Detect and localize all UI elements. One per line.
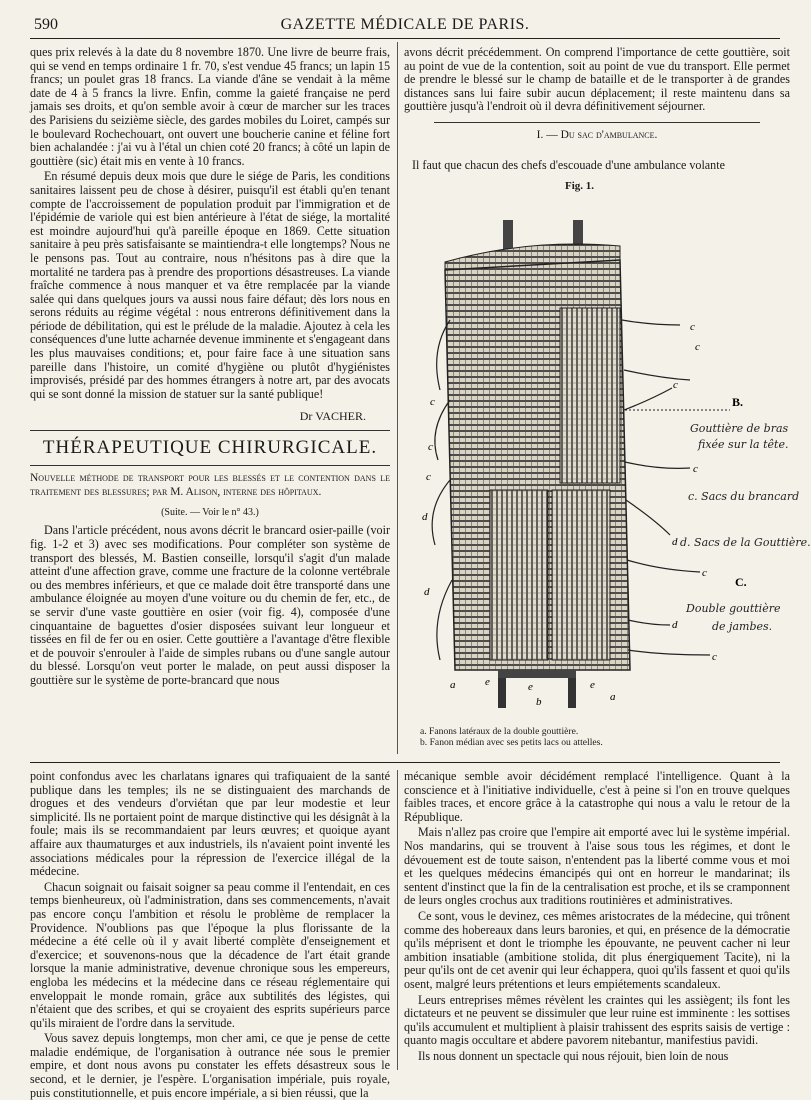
figure-letter: c [428,441,433,453]
horizontal-divider [30,762,780,763]
paragraph: point confondus avec les charlatans ignares qui trafiquaient de la santé publique dans les temples; ils ne se distinguaient des marchands de drogues et des vendeurs d'orviétan que par leur modestie et leur simplicité. Ils ne portaient point de marque distinctive qui les désignât à la foule; mais ils se recommandaient par leurs œuvres; et quoique ayant affaire aux thaumaturges et aux industriels, ils n'avaient point inventé les associations médicales pour la répression de l'exercice illégal de la médecine. [30,769,390,879]
paragraph: Ce sont, vous le devinez, ces mêmes aristocrates de la médecine, qui trônent comme des hobereaux dans leurs baronies, et qui, en présence de la démocratie qu'ils méprisent et dont le triomphe les épouvante, ne peuvent cacher ni leur ambition insatiable (ambitione stolida, dit plus énergiquement Tacite), ni la peur qu'ils ont de cet avenir qui leur échappera, quoi qu'ils fassent et quoi qu'ils osent, malgré leurs prétentions et leurs empiétements scandaleux. [404,908,790,991]
page-header [30,12,780,39]
arm-gutter [560,308,620,483]
column-divider [397,770,398,1070]
paragraph: avons décrit précédemment. On comprend l'importance de cette gouttière, soit au point de vue de la contention, soit au point de vue du transport. Elle permet de prendre le blessé sur le champ de bataille et de le transporter à de grandes distances sans lui faire subir aucun déplacement; il reste maintenu dans sa gouttière jusqu'à l'endroit où il devra définitivement séjourner. [404,45,790,114]
continued-note: (Suite. — Voir le n° 43.) [161,507,259,519]
paragraph: mécanique semble avoir décidément remplacé l'intelligence. Quant à la conscience et à l'initiative individuelle, c'est à peine si l'on en trouve quelques faibles traces, et encore grâce à la catastrophe qui nous a valu le retour de la République. [404,769,790,824]
handwritten-note: d. Sacs de la Gouttière. [680,536,811,549]
subsection-heading: I. — Du sac d'ambulance. [536,128,658,141]
divider [30,430,390,431]
section-title: THÉRAPEUTIQUE CHIRURGICALE. [42,437,378,459]
figure-letter: c [690,321,695,333]
caption-line: a. Fanons latéraux de la double gouttière. [420,726,579,737]
paragraph: Ils nous donnent un spectacle qui nous réjouit, bien loin de nous [418,1048,729,1063]
figure-letter: e [528,681,533,693]
figure-caption [420,726,790,748]
figure-letter: c [695,341,700,353]
paragraph: Mais n'allez pas croire que l'empire ait emporté avec lui le système impérial. Nos mandarins, qui se trouvent à l'aise sous tous les régimes, et dont le dévouement est de toute saison, n'entendent pas la liberté comme vous et moi et les quelques médecins émancipés qui ont en horreur le mandarinat; ils sentent d'instinct que la fin de la centralisation est proche, et ils se cramponnent de leurs ongles crochus aux traditions routinières et administratives. [404,825,790,908]
handwritten-note: fixée sur la tête. [698,438,789,451]
figure-letter: d [422,511,428,523]
paragraph: Leurs entreprises mêmes révèlent les craintes qui les assiègent; ils font les dictateurs et ne peuvent se dissimuler que leur ruine est imminente : les sottises qu'ils accumulent et multiplient à plaisir trahissent des esprits saisis de vertige : quanto magis occultare et abdere pavorem nitebantur, manifestius pavidi. [404,992,790,1048]
divider [434,122,760,123]
leg-gutter-left [490,490,548,660]
figure-letter: d [424,586,430,598]
figure-letter: a [450,679,456,691]
figure-letter: c [426,471,431,483]
handwritten-note: Double gouttière [686,602,781,615]
figure-letter: d [672,619,678,631]
leg-gutter-right [552,490,610,660]
wicker-gutter-figure [410,200,795,725]
handwritten-note: Gouttière de bras [690,422,789,435]
figure-letter: c [693,463,698,475]
figure-letter: B. [732,395,744,409]
divider [30,465,390,466]
figure-letter: c [702,567,707,579]
page-number: 590 [34,16,58,33]
paragraph: ques prix relevés à la date du 8 novembre 1870. Une livre de beurre frais, qui se vend en temps ordinaire 1 fr. 70, s'est vendue 45 francs; un lapin 15 francs; un poulet gras 18 francs. La viande d'âne se vendait à la même date de 4 à 5 francs la livre. Enfin, comme la gaieté française ne perd jamais ses droits, et qu'on semble avoir à cœur de marcher sur les traces des Parisiens du seizième siècle, des gardes mobiles du Loiret, campés sur le boulevard Rochechouart, ont ouvert une boucherie canine et féline fort bien achalandée : j'ai vu à l'étal un chien coté 20 francs; à côté un lapin de gouttière (sic) était mis en vente à 10 francs. [30,45,390,168]
figure-letter: e [485,676,490,688]
figure-letter: c [673,379,678,391]
paragraph: Chacun soignait ou faisait soigner sa peau comme il l'entendait, en ces temps bienheureux, où l'administration, dans ses commencements, n'avait pas encore conçu l'ambition et résolu le problème de remplacer la Providence. N'oublions pas que l'époque la plus florissante de la médecine a été celle où il y avait liberté complète d'enseignement et d'exercice; et souvenons-nous que la décadence de l'art était grande lorsque la manie administrative, devenue chronique sous les empereurs, engloba les médecins et la médecine dans ce réseau réglementaire qui enveloppait le monde romain, grâce aux subtilités des légistes, qui n'étaient que des scribes, et qui se croyaient des esprits supérieurs parce qu'ils miraient de l'ordre dans la servitude. [30,879,390,1030]
column-divider [397,42,398,754]
bottom-right-column [404,770,790,1072]
figure-letter: b [536,696,542,708]
handwritten-note: de jambes. [712,620,773,633]
author-signature: Dr VACHER. [299,409,366,424]
journal-title: GAZETTE MÉDICALE DE PARIS. [280,16,530,33]
figure-letter: c [712,651,717,663]
figure-letter: e [590,679,595,691]
bottom-left-column [30,769,390,1100]
article-title: Nouvelle méthode de transport pour les blessés et le contention dans le traitement des blessures; par M. Alison, interne des hôpitaux. [30,472,390,499]
paragraph: En résumé depuis deux mois que dure le siége de Paris, les conditions sanitaires laissent peu de chose à désirer, puisqu'il est établi qu'en tenant compte de l'accroissement de population produit par l'immigration et de l'épidémie de variole qui est bien antérieure à l'état de siége, la mortalité est moindre aujourd'hui qu'à pareille époque en 1869. Cette situation sanitaire à peu près satisfaisante se maintiendra-t elle longtemps? Nous ne le pensons pas. Tout au contraire, nous n'hésitons pas à dire que la mortalité ne tardera pas à prendre des proportions désastreuses. La viande fraîche commence à nous manquer et va être remplacée par la viande salée qui dans quelques jours va aussi nous faire défaut; dès lors nous en serons réduits au régime végétal : nous entrerons définitivement dans la période de débilitation, qui est le prélude de la maladie. Ajoutez à cela les conséquences d'une lutte acharnée devenue imminente et s'engageant dans les plus mauvaises conditions; et, pour faire face à une situation sans pareille dans l'histoire, un comité d'hygiène ou plutôt d'hygiénistes improvisés, présidé par des hommes étrangers à notre art, par des avocats qui se sont donné la mission de statuer sur la santé publique! [30,169,390,401]
figure-letter: C. [735,575,747,589]
caption-line: b. Fanon médian avec ses petits lacs ou attelles. [420,737,603,748]
right-column-top [404,46,790,158]
paragraph: Dans l'article précédent, nous avons décrit le brancard osier-paille (voir fig. 1-2 et 3) avec ses modifications. Pour compléter son système de transport des blessés, M. Bastien conseille, lorsqu'il s'agit d'un malade atteint d'une affection grave, comme une fracture de la colonne vertébrale ou des membres inférieurs, et que ce malade doit être transporté dans une ambulance éloignée au moyen d'une voiture ou du chemin de fer, etc., de se servir d'une vaste gouttière en osier (voir fig. 4), composée d'une cinquantaine de baguettes d'osier disposées suivant leur longueur et tissées en fil de fer ou en osier. Cette gouttière a l'avantage d'être flexible et de pouvoir s'enrouler à l'aide de simples rubans ou d'une sangle autour du blessé. Lorsqu'on veut porter le malade, on peut aussi disposer la gouttière sur le système de porte-brancard que nous [30,523,390,687]
figure-letter: c [430,396,435,408]
figure-letter: a [610,691,616,703]
figure-letter: d [672,536,678,548]
handwritten-note: c. Sacs du brancard [688,490,800,503]
paragraph-first-line: Il faut que chacun des chefs d'escouade d'une ambulance volante [412,158,725,172]
figure-label: Fig. 1. [565,180,595,192]
paragraph: Vous savez depuis longtemps, mon cher ami, ce que je pense de cette maladie endémique, de l'organisation à outrance née sous le premier empire, et dont nous avons pu constater les effets désastreux sous le second, et le dernier, je l'espère. L'organisation impériale, puis royale, puis constitutionnelle, et puis encore impériale, a si bien réussi, que la [30,1031,390,1100]
left-column-top [30,46,390,756]
